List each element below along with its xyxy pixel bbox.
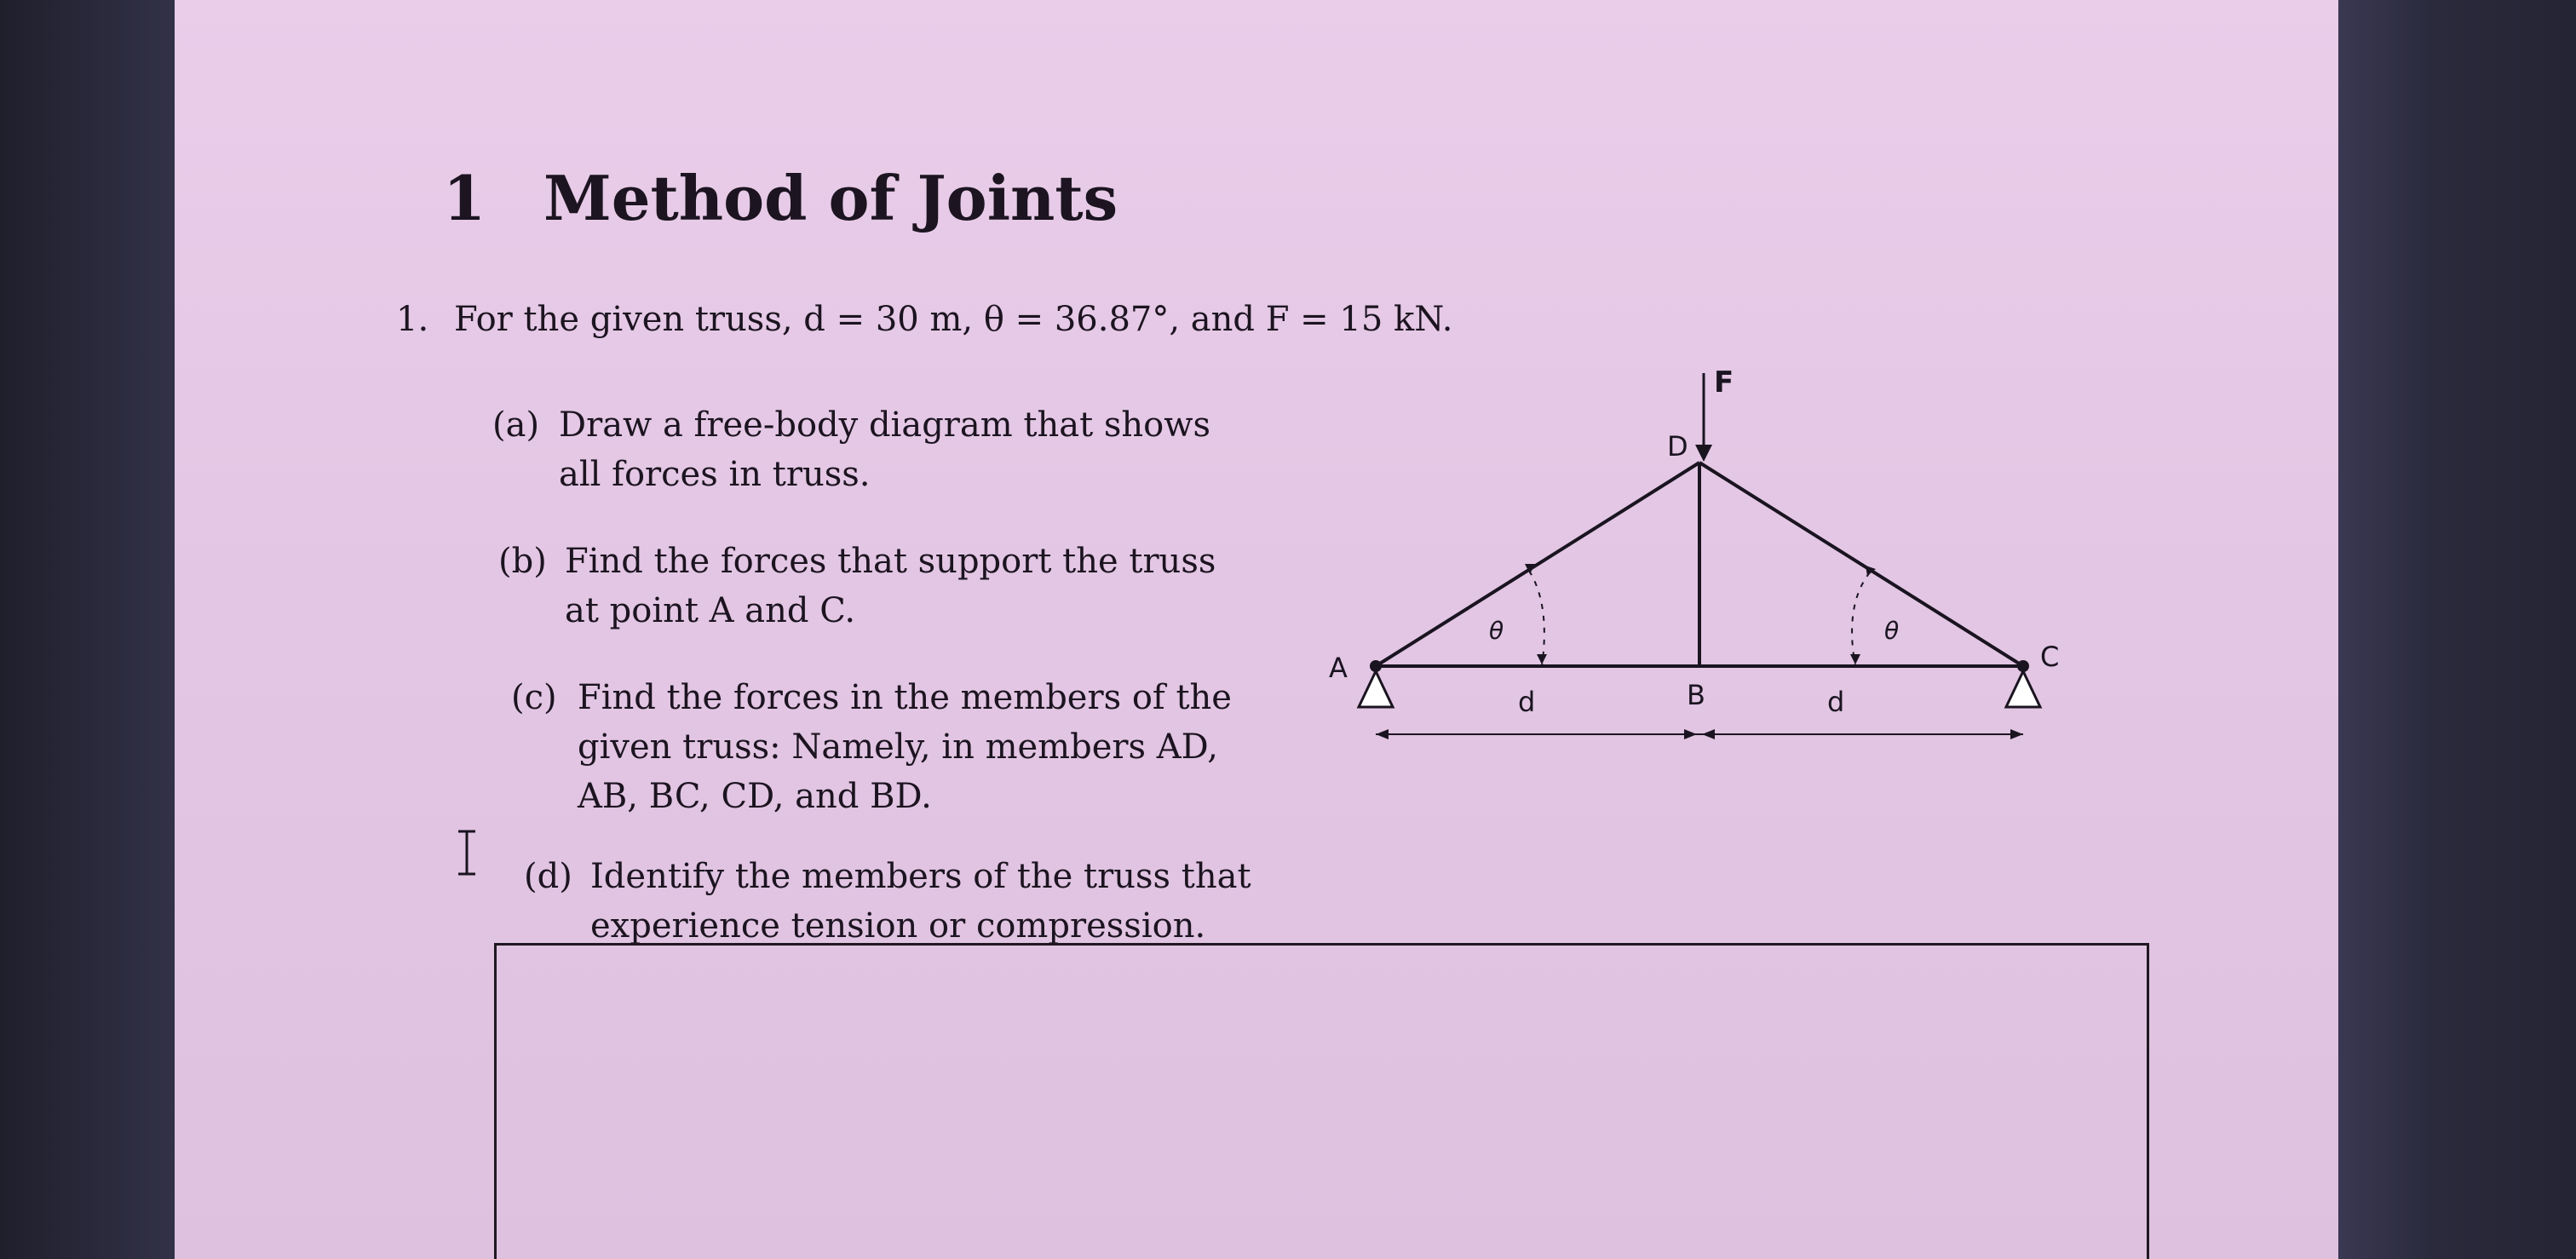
span-label-left: d	[1518, 686, 1536, 718]
problem-statement	[396, 300, 1452, 339]
part-text: experience tension or compression.	[590, 906, 1206, 946]
member-ad	[1376, 463, 1699, 666]
force-arrow-head-icon	[1695, 445, 1712, 462]
section-heading	[443, 162, 1118, 234]
part-text: AB, BC, CD, and BD.	[578, 777, 932, 816]
truss-diagram	[1312, 349, 2061, 775]
dimension-arrow-icon	[2010, 729, 2023, 739]
angle-arrow-icon	[1537, 654, 1547, 664]
part-label: (b)	[498, 542, 547, 581]
angle-label-right: θ	[1884, 617, 1900, 645]
force-label: F	[1714, 365, 1734, 400]
answer-box[interactable]	[494, 943, 2149, 1259]
part-text: Find the forces that support the truss	[565, 542, 1216, 581]
part-label: (d)	[524, 857, 572, 896]
part-text: Draw a free-body diagram that shows	[559, 405, 1211, 445]
part-text: at point A and C.	[565, 591, 856, 630]
text-cursor-icon	[451, 828, 482, 877]
node-label-b: B	[1687, 679, 1705, 711]
support-a-icon	[1359, 671, 1393, 707]
angle-arc-right	[1852, 572, 1870, 666]
part-d	[524, 852, 1251, 951]
node-label-d: D	[1667, 430, 1688, 463]
angle-label-left: θ	[1489, 617, 1504, 645]
dimension-arrow-icon	[1702, 729, 1715, 739]
dimension-arrow-icon	[1684, 729, 1697, 739]
member-cd	[1699, 463, 2023, 666]
dimension-arrow-icon	[1376, 729, 1389, 739]
part-a	[492, 400, 1210, 499]
monitor-bezel-right	[2338, 0, 2576, 1259]
angle-arrow-icon	[1850, 654, 1860, 664]
part-b	[498, 537, 1216, 635]
node-label-c: C	[2040, 641, 2060, 673]
part-label: (a)	[492, 405, 540, 445]
span-label-right: d	[1827, 686, 1845, 718]
section-number: 1	[443, 162, 486, 234]
part-text: Find the forces in the members of the	[578, 678, 1232, 717]
section-title: Method of Joints	[543, 162, 1118, 234]
part-text: Identify the members of the truss that	[590, 857, 1251, 896]
part-text: given truss: Namely, in members AD,	[578, 727, 1218, 767]
part-c	[511, 673, 1232, 821]
part-label: (c)	[511, 678, 557, 717]
angle-arc-left	[1529, 571, 1544, 666]
problem-text: For the given truss, d = 30 m, θ = 36.87°, and F = 15 kN.	[454, 300, 1453, 339]
part-text: all forces in truss.	[559, 455, 871, 494]
node-label-a: A	[1329, 652, 1348, 684]
problem-number: 1.	[396, 300, 429, 339]
support-c-icon	[2006, 671, 2040, 707]
